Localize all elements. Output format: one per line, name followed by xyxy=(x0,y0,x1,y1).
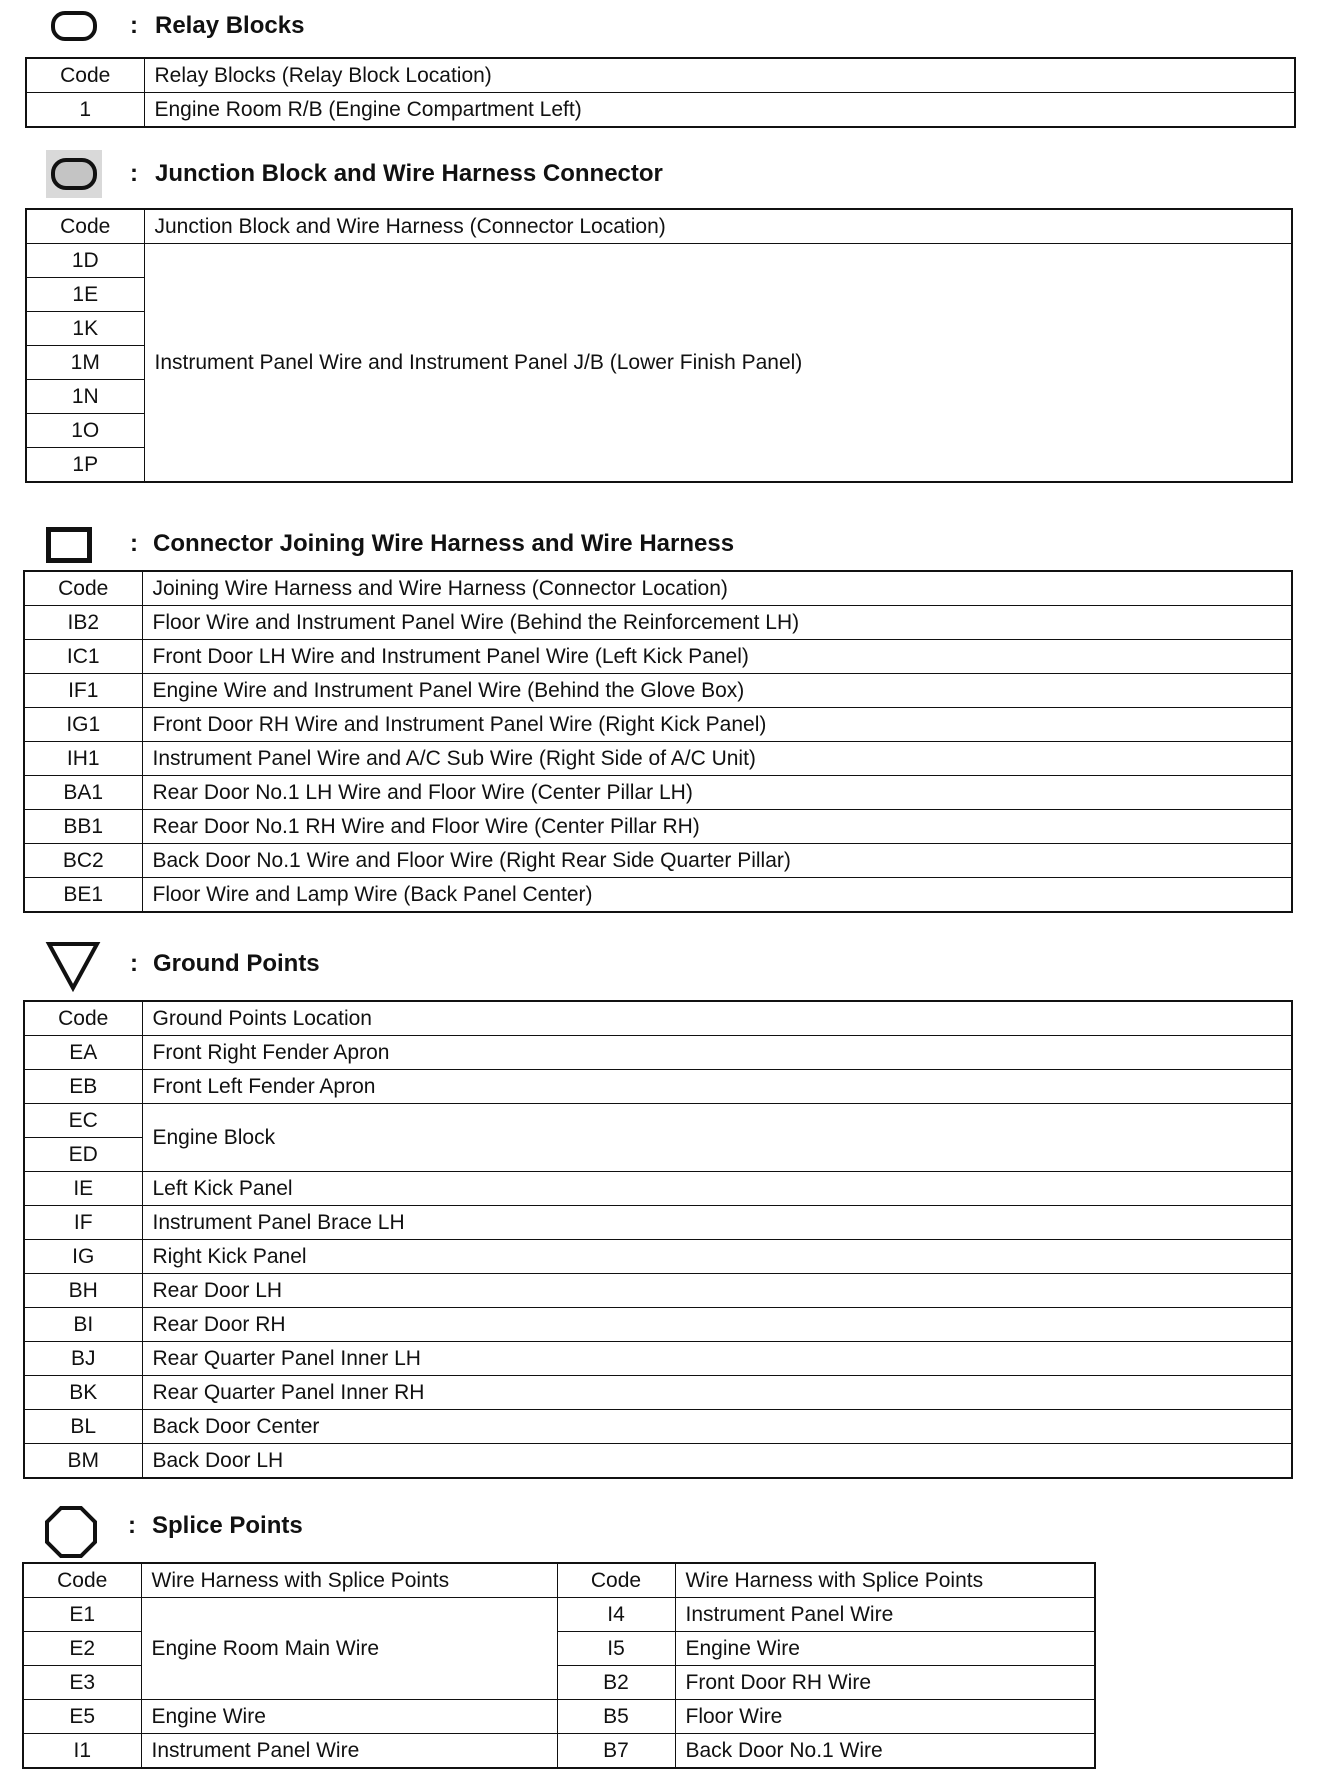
code-cell: I4 xyxy=(557,1598,675,1632)
code-cell: 1O xyxy=(26,414,144,448)
table-header-row xyxy=(23,1563,1095,1598)
harness-cell: Engine Wire xyxy=(141,1700,557,1734)
location-cell: Rear Door LH xyxy=(142,1274,1292,1308)
location-cell: Front Door LH Wire and Instrument Panel Wire (Left Kick Panel) xyxy=(142,640,1292,674)
octagon-icon xyxy=(44,1505,98,1559)
harness-cell: Engine Wire xyxy=(675,1632,1095,1666)
location-header: Ground Points Location xyxy=(142,1001,1292,1036)
colon: : xyxy=(130,12,138,39)
code-cell: B7 xyxy=(557,1734,675,1769)
section-title: Junction Block and Wire Harness Connector xyxy=(155,160,663,187)
table-row xyxy=(24,1444,1292,1479)
code-cell: IE xyxy=(24,1172,142,1206)
table-row xyxy=(24,1036,1292,1070)
code-cell: ED xyxy=(24,1138,142,1172)
relay-blocks-table xyxy=(25,57,1296,128)
code-cell: EC xyxy=(24,1104,142,1138)
table-row xyxy=(23,1700,1095,1734)
table-row xyxy=(24,1274,1292,1308)
location-cell: Front Door RH Wire and Instrument Panel Wire (Right Kick Panel) xyxy=(142,708,1292,742)
section-title: Relay Blocks xyxy=(155,12,305,39)
table-row xyxy=(24,742,1292,776)
location-cell: Left Kick Panel xyxy=(142,1172,1292,1206)
code-header: Code xyxy=(26,58,144,93)
junction-block-table xyxy=(25,208,1293,483)
table-row xyxy=(24,810,1292,844)
code-cell: 1E xyxy=(26,278,144,312)
code-cell: 1K xyxy=(26,312,144,346)
colon: : xyxy=(130,530,138,557)
code-cell: BB1 xyxy=(24,810,142,844)
location-cell: Instrument Panel Wire and Instrument Panel J/B (Lower Finish Panel) xyxy=(144,244,1292,483)
code-cell: IC1 xyxy=(24,640,142,674)
code-cell: BK xyxy=(24,1376,142,1410)
section-title: Splice Points xyxy=(152,1512,303,1539)
harness-cell: Floor Wire xyxy=(675,1700,1095,1734)
table-row xyxy=(24,1104,1292,1138)
code-cell: IB2 xyxy=(24,606,142,640)
table-header-row xyxy=(26,58,1295,93)
table-header-row xyxy=(26,209,1292,244)
code-cell: BC2 xyxy=(24,844,142,878)
code-cell: 1 xyxy=(26,93,144,128)
code-cell: BE1 xyxy=(24,878,142,913)
location-cell: Back Door LH xyxy=(142,1444,1292,1479)
code-cell: E5 xyxy=(23,1700,141,1734)
location-cell: Rear Door No.1 LH Wire and Floor Wire (Center Pillar LH) xyxy=(142,776,1292,810)
location-cell: Front Right Fender Apron xyxy=(142,1036,1292,1070)
location-cell: Rear Quarter Panel Inner RH xyxy=(142,1376,1292,1410)
table-row xyxy=(24,776,1292,810)
code-cell: 1N xyxy=(26,380,144,414)
table-row xyxy=(26,244,1292,278)
table-row xyxy=(23,1734,1095,1769)
colon: : xyxy=(128,1512,136,1539)
table-row xyxy=(24,1308,1292,1342)
code-cell: IG xyxy=(24,1240,142,1274)
harness-cell: Engine Room Main Wire xyxy=(141,1598,557,1700)
table-row xyxy=(24,844,1292,878)
harness-cell: Instrument Panel Wire xyxy=(675,1598,1095,1632)
location-cell: Engine Wire and Instrument Panel Wire (Behind the Glove Box) xyxy=(142,674,1292,708)
code-cell: BJ xyxy=(24,1342,142,1376)
code-cell: E2 xyxy=(23,1632,141,1666)
location-cell: Rear Door No.1 RH Wire and Floor Wire (Center Pillar RH) xyxy=(142,810,1292,844)
location-cell: Floor Wire and Instrument Panel Wire (Behind the Reinforcement LH) xyxy=(142,606,1292,640)
location-cell: Back Door Center xyxy=(142,1410,1292,1444)
location-cell: Right Kick Panel xyxy=(142,1240,1292,1274)
harness-header: Wire Harness with Splice Points xyxy=(675,1563,1095,1598)
code-cell: IF xyxy=(24,1206,142,1240)
table-row xyxy=(24,606,1292,640)
harness-header: Wire Harness with Splice Points xyxy=(141,1563,557,1598)
table-row xyxy=(24,1070,1292,1104)
table-row xyxy=(24,708,1292,742)
location-cell: Back Door No.1 Wire and Floor Wire (Right Rear Side Quarter Pillar) xyxy=(142,844,1292,878)
table-row xyxy=(24,1376,1292,1410)
table-row xyxy=(24,1410,1292,1444)
code-cell: BL xyxy=(24,1410,142,1444)
table-row xyxy=(24,1240,1292,1274)
code-cell: E1 xyxy=(23,1598,141,1632)
location-header: Junction Block and Wire Harness (Connector Location) xyxy=(144,209,1292,244)
location-header: Relay Blocks (Relay Block Location) xyxy=(144,58,1295,93)
down-triangle-icon xyxy=(45,940,101,992)
code-cell: IH1 xyxy=(24,742,142,776)
section-title: Connector Joining Wire Harness and Wire Harness xyxy=(153,530,735,557)
location-cell: Engine Block xyxy=(142,1104,1292,1172)
table-header-row xyxy=(24,571,1292,606)
code-cell: BH xyxy=(24,1274,142,1308)
harness-cell: Back Door No.1 Wire xyxy=(675,1734,1095,1769)
code-cell: I5 xyxy=(557,1632,675,1666)
code-header: Code xyxy=(24,1001,142,1036)
code-cell: IF1 xyxy=(24,674,142,708)
code-cell: EA xyxy=(24,1036,142,1070)
harness-cell: Front Door RH Wire xyxy=(675,1666,1095,1700)
code-header: Code xyxy=(24,571,142,606)
table-row xyxy=(24,878,1292,913)
location-header: Joining Wire Harness and Wire Harness (Connector Location) xyxy=(142,571,1292,606)
code-cell: BM xyxy=(24,1444,142,1479)
code-cell: 1M xyxy=(26,346,144,380)
location-cell: Instrument Panel Brace LH xyxy=(142,1206,1292,1240)
code-header: Code xyxy=(26,209,144,244)
table-row xyxy=(24,1342,1292,1376)
connector-table xyxy=(23,570,1293,913)
section-title: Ground Points xyxy=(153,950,320,977)
table-row xyxy=(24,674,1292,708)
location-cell: Floor Wire and Lamp Wire (Back Panel Center) xyxy=(142,878,1292,913)
code-cell: 1D xyxy=(26,244,144,278)
table-row xyxy=(23,1598,1095,1632)
ground-points-table xyxy=(23,1000,1293,1479)
code-cell: B2 xyxy=(557,1666,675,1700)
code-cell: BA1 xyxy=(24,776,142,810)
table-row xyxy=(24,1172,1292,1206)
location-cell: Engine Room R/B (Engine Compartment Left) xyxy=(144,93,1295,128)
code-cell: 1P xyxy=(26,448,144,483)
code-cell: B5 xyxy=(557,1700,675,1734)
location-cell: Instrument Panel Wire and A/C Sub Wire (Right Side of A/C Unit) xyxy=(142,742,1292,776)
table-row xyxy=(24,1206,1292,1240)
table-row xyxy=(26,93,1295,128)
table-header-row xyxy=(24,1001,1292,1036)
code-cell: I1 xyxy=(23,1734,141,1769)
colon: : xyxy=(130,160,138,187)
harness-cell: Instrument Panel Wire xyxy=(141,1734,557,1769)
rounded-rect-outline-icon xyxy=(50,10,98,42)
code-cell: IG1 xyxy=(24,708,142,742)
code-header: Code xyxy=(23,1563,141,1598)
code-cell: E3 xyxy=(23,1666,141,1700)
square-outline-icon xyxy=(46,527,92,563)
splice-points-table xyxy=(22,1562,1096,1769)
table-row xyxy=(24,640,1292,674)
location-cell: Front Left Fender Apron xyxy=(142,1070,1292,1104)
location-cell: Rear Door RH xyxy=(142,1308,1292,1342)
code-cell: BI xyxy=(24,1308,142,1342)
location-cell: Rear Quarter Panel Inner LH xyxy=(142,1342,1292,1376)
code-header: Code xyxy=(557,1563,675,1598)
colon: : xyxy=(130,950,138,977)
rounded-rect-shaded-icon xyxy=(46,150,102,198)
code-cell: EB xyxy=(24,1070,142,1104)
